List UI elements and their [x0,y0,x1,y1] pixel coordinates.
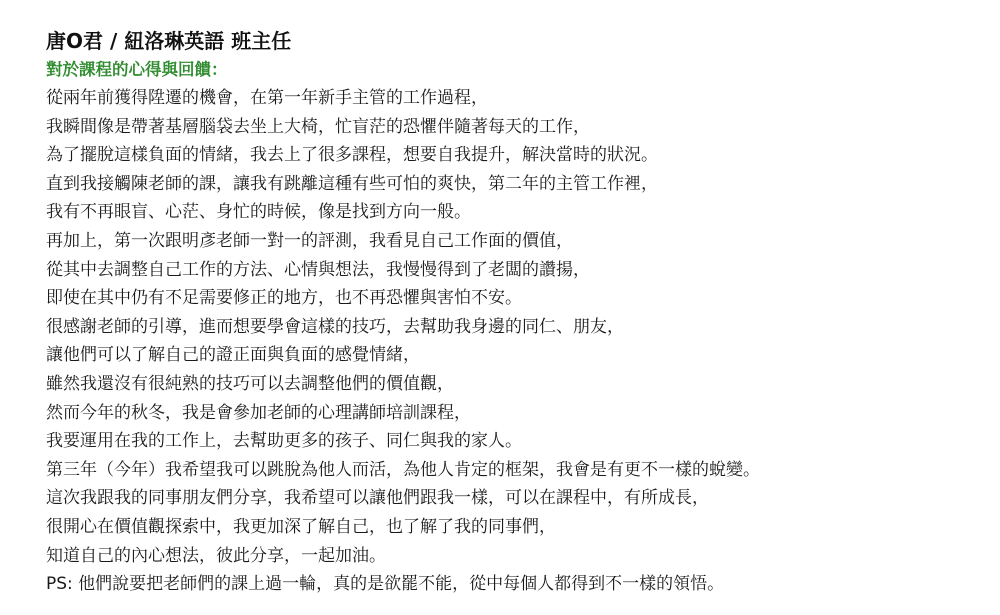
feedback-line: 為了擺脫這樣負面的情緒，我去上了很多課程，想要自我提升，解決當時的狀況。 [46,145,658,166]
testimonial-block [46,26,986,599]
feedback-line: 從兩年前獲得陞遷的機會，在第一年新手主管的工作過程， [46,88,488,108]
feedback-line: 讓他們可以了解自己的證正面與負面的感覺情緒， [46,345,420,366]
feedback-line: 知道自己的內心想法，彼此分享，一起加油。 [46,545,386,566]
author-name: 唐O君 / 紐洛琳英語 班主任 [46,29,292,53]
feedback-line: 然而今年的秋冬，我是會參加老師的心理講師培訓課程， [46,402,471,423]
feedback-line: 我要運用在我的工作上，去幫助更多的孩子、同仁與我的家人。 [46,431,522,452]
feedback-heading: 對於課程的心得與回饋： [46,60,228,79]
feedback-line: 直到我接觸陳老師的課，讓我有跳離這種有些可怕的爽快，第二年的主管工作裡， [46,173,658,194]
feedback-line: 很感謝老師的引導，進而想要學會這樣的技巧，去幫助我身邊的同仁、朋友， [46,316,624,337]
feedback-line: PS: 他們說要把老師們的課上過一輪，真的是欲罷不能，從中每個人都得到不一樣的領悟。 [46,574,725,595]
feedback-body [46,84,986,599]
feedback-line: 即使在其中仍有不足需要修正的地方，也不再恐懼與害怕不安。 [46,288,522,309]
feedback-line: 從其中去調整自己工作的方法、心情與想法，我慢慢得到了老闆的讚揚， [46,259,590,280]
feedback-line: 這次我跟我的同事朋友們分享，我希望可以讓他們跟我一樣，可以在課程中，有所成長， [46,488,709,509]
feedback-line: 再加上，第一次跟明彥老師一對一的評測，我看見自己工作面的價值， [46,230,573,251]
feedback-line: 很開心在價值觀探索中，我更加深了解自己，也了解了我的同事們， [46,516,556,537]
feedback-line: 雖然我還沒有很純熟的技巧可以去調整他們的價值觀， [46,373,454,394]
feedback-line: 我瞬間像是帶著基層腦袋去坐上大椅，忙盲茫的恐懼伴隨著每天的工作， [46,116,590,137]
feedback-line: 第三年（今年）我希望我可以跳脫為他人而活，為他人肯定的框架，我會是有更不一樣的蛻變。 [46,459,760,480]
feedback-line: 我有不再眼盲、心茫、身忙的時候，像是找到方向一般。 [46,202,471,223]
